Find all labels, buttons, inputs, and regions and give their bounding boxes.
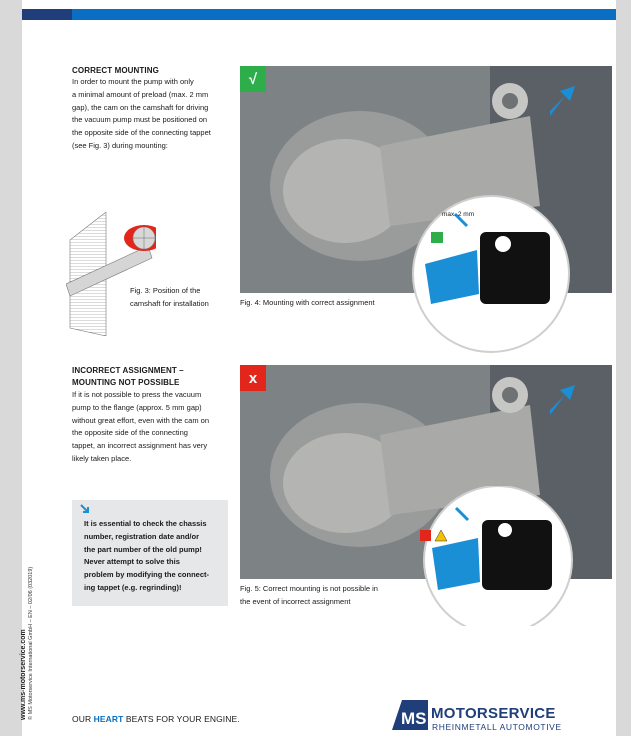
warning-note-text: It is essential to check the chassis number, registration date and/or the part number of the old pump! Never attempt to solve this problem by modifying the connect- ing tappet (e.g. regrinding)! <box>84 519 210 592</box>
website-url: www.ms-motorservice.com <box>20 629 27 720</box>
fig5-caption: Fig. 5: Correct mounting is not possible in the event of incorrect assignment <box>240 584 378 606</box>
sidebar-vertical-text <box>20 629 27 720</box>
svg-text:MS: MS <box>401 709 427 728</box>
arrow-icon <box>80 504 90 514</box>
ms-logo-icon <box>392 700 428 730</box>
fig4-zoom-circle <box>405 194 577 354</box>
page <box>22 0 616 736</box>
camshaft-diagram <box>66 212 156 336</box>
footer-slogan: OUR HEART BEATS FOR YOUR ENGINE. <box>72 714 240 724</box>
check-badge-icon: √ <box>240 66 266 92</box>
max-gap-label: max. 2 mm <box>442 211 475 218</box>
fig3-caption: Fig. 3: Position of the camshaft for installation <box>130 286 209 308</box>
section-heading-incorrect: INCORRECT ASSIGNMENT – MOUNTING NOT POSSIBLE <box>72 366 184 387</box>
fig5-zoom-circle <box>412 486 584 626</box>
header-bar-blue <box>72 9 616 20</box>
warning-note-box <box>72 500 228 606</box>
fig4-caption: Fig. 4: Mounting with correct assignment <box>240 298 375 307</box>
cross-badge-icon: x <box>240 365 266 391</box>
brand-subtitle: RHEINMETALL AUTOMOTIVE <box>432 722 562 732</box>
brand-name: MOTORSERVICE <box>431 705 556 722</box>
sidebar-copyright: © MS Motorservice International GmbH – EN – 02/06 (032019) <box>28 566 34 720</box>
section-body-correct: In order to mount the pump with only a minimal amount of preload (max. 2 mm gap), the cam on the camshaft for driving the vacuum pump must be positioned on the opposite side of the connecting tappet (see Fig. 3) during mounting: <box>72 77 211 150</box>
section-heading-correct: CORRECT MOUNTING <box>72 66 159 75</box>
header-bar-dark <box>22 9 72 20</box>
section-body-incorrect: If it is not possible to press the vacuum pump to the flange (approx. 5 mm gap) without great effort, even with the cam on the opposite side of the connecting tappet, an incorrect assignment has very likely taken place. <box>72 390 210 463</box>
